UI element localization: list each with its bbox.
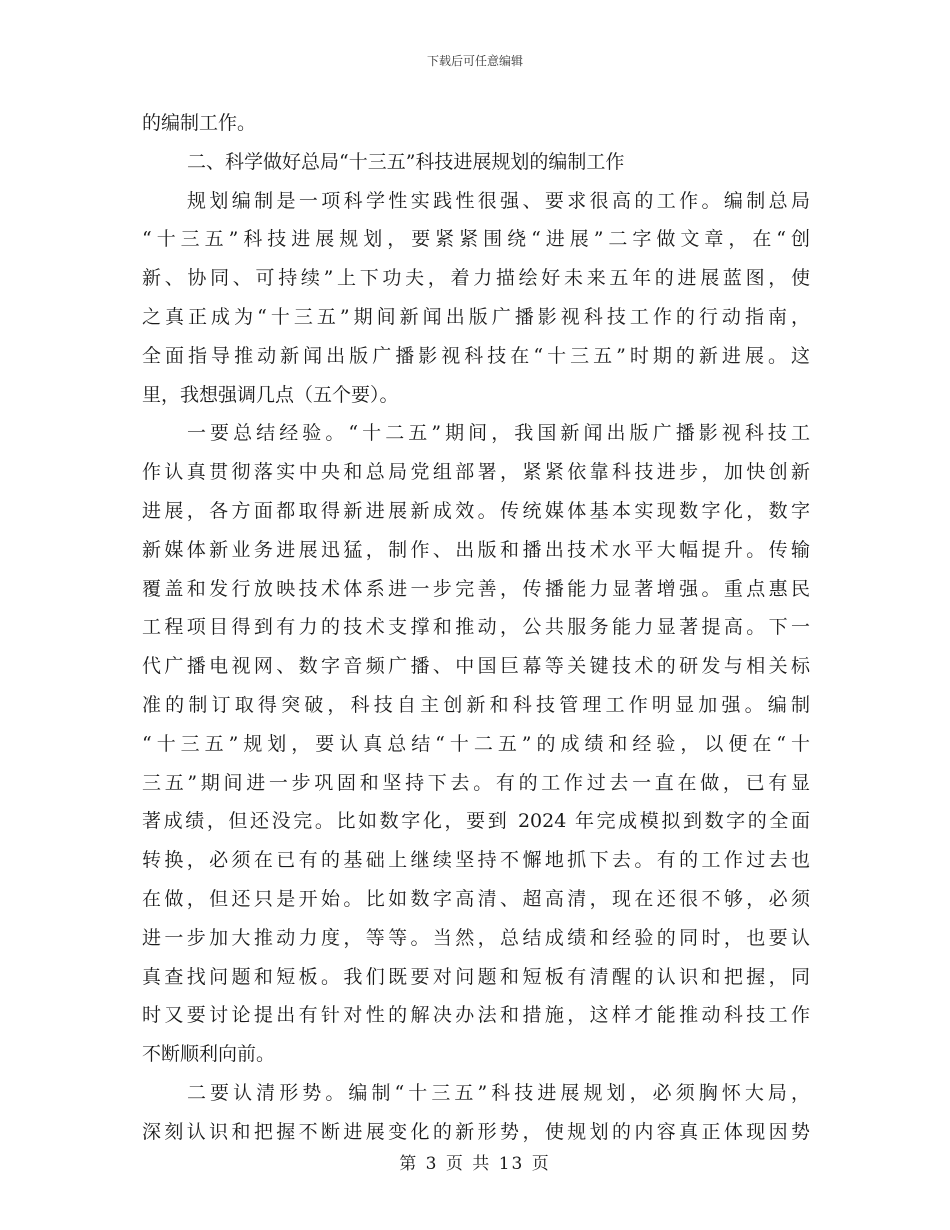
text-line: 转换，必须在已有的基础上继续坚持不懈地抓下去。有的工作过去也	[142, 849, 810, 872]
text-line: 全面指导推动新闻出版广播影视科技在“十三五”时期的新进展。这	[142, 344, 810, 367]
text-line: 进展，各方面都取得新进展新成效。传统媒体基本实现数字化，数字	[142, 499, 810, 522]
text-line: 新媒体新业务进展迅猛，制作、出版和播出技术水平大幅提升。传输	[142, 538, 810, 561]
page-number: 第 3 页 共 13 页	[399, 1154, 551, 1174]
text-line: 覆盖和发行放映技术体系进一步完善，传播能力显著增强。重点惠民	[142, 577, 810, 600]
text-line: 一要总结经验。“十二五”期间，我国新闻出版广播影视科技工	[187, 422, 810, 445]
text-line: 著成绩，但还没完。比如数字化，要到 2024 年完成模拟到数字的全面	[142, 810, 810, 833]
text-line: 真查找问题和短板。我们既要对问题和短板有清醒的认识和把握，同	[142, 965, 810, 988]
text-line: “十三五”科技进展规划，要紧紧围绕“进展”二字做文章，在“创	[142, 228, 810, 251]
text-line: 规划编制是一项科学性实践性很强、要求很高的工作。编制总局	[187, 189, 810, 212]
text-line: 深刻认识和把握不断进展变化的新形势，使规划的内容真正体现因势	[142, 1120, 810, 1143]
text-line: 准的制订取得突破，科技自主创新和科技管理工作明显加强。编制	[142, 693, 810, 716]
text-line: 代广播电视网、数字音频广播、中国巨幕等关键技术的研发与相关标	[142, 655, 810, 678]
text-line: 作认真贯彻落实中央和总局党组部署，紧紧依靠科技进步，加快创新	[142, 461, 810, 484]
page-header-note: 下载后可任意编辑	[426, 54, 523, 68]
text-line: 新、协同、可持续”上下功夫，着力描绘好未来五年的进展蓝图，使	[142, 267, 810, 290]
text-line: 二要认清形势。编制“十三五”科技进展规划，必须胸怀大局，	[187, 1081, 810, 1104]
text-line: 之真正成为“十三五”期间新闻出版广播影视科技工作的行动指南，	[142, 305, 810, 328]
text-line: “十三五”规划，要认真总结“十二五”的成绩和经验，以便在“十	[142, 732, 810, 755]
text-line: 时又要讨论提出有针对性的解决办法和措施，这样才能推动科技工作	[142, 1004, 810, 1027]
document-body	[142, 104, 810, 1152]
text-line: 工程项目得到有力的技术支撑和推动，公共服务能力显著提高。下一	[142, 616, 810, 639]
text-line: 在做，但还只是开始。比如数字高清、超高清，现在还很不够，必须	[142, 887, 810, 910]
text-line: 三五”期间进一步巩固和坚持下去。有的工作过去一直在做，已有显	[142, 771, 810, 794]
text-line: 里，我想强调几点（五个要）。	[142, 383, 399, 406]
text-line: 不断顺利向前。	[142, 1043, 276, 1066]
section-heading: 二、科学做好总局“十三五”科技进展规划的编制工作	[187, 150, 625, 173]
text-line: 的编制工作。	[142, 112, 257, 134]
text-line: 进一步加大推动力度，等等。当然，总结成绩和经验的同时，也要认	[142, 926, 810, 949]
